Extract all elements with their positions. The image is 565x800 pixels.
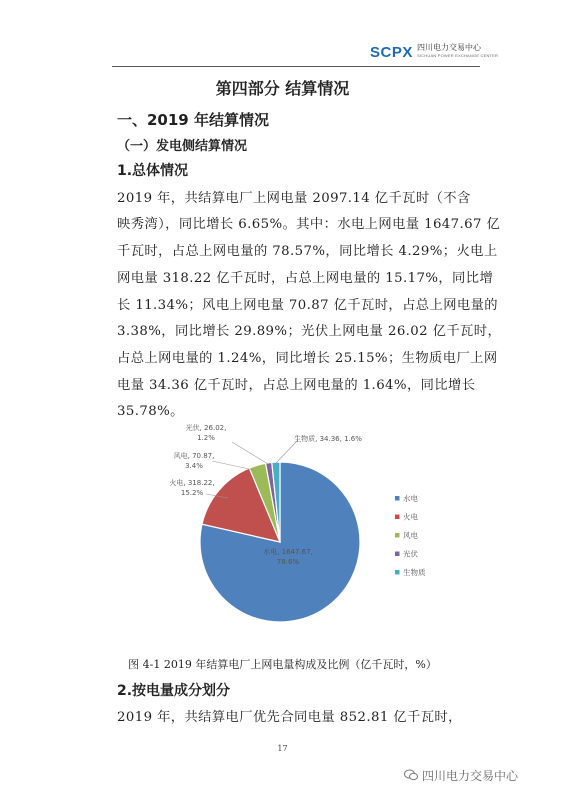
legend-swatch xyxy=(395,552,400,557)
org-name-cn: 四川电力交易中心 xyxy=(417,43,481,52)
legend-swatch xyxy=(395,570,400,575)
data-label: 火电, 318.22, 15.2% xyxy=(169,479,215,497)
legend-label: 火电 xyxy=(403,512,418,522)
legend-label: 风电 xyxy=(403,531,418,540)
page-number: 17 xyxy=(277,744,288,753)
section-title: 第四部分 结算情况 xyxy=(215,79,350,98)
legend-swatch xyxy=(395,533,400,538)
legend-swatch xyxy=(395,496,400,501)
legend-label: 生物质 xyxy=(403,568,426,577)
heading-level-1: 一、2019 年结算情况 xyxy=(117,111,269,129)
paragraph-line: 35.78%。 xyxy=(117,404,184,419)
wechat-icon xyxy=(404,769,418,781)
paragraph-2: 2019 年，共结算电厂优先合同电量 852.81 亿千瓦时， xyxy=(117,710,462,725)
data-label: 水电, 1647.67, 78.6% xyxy=(263,548,313,566)
paragraph-line: 千瓦时，占总上网电量的 78.57%，同比增长 4.29%；火电上 xyxy=(117,244,498,259)
pie-chart xyxy=(150,418,480,650)
leader-line xyxy=(212,461,254,470)
paragraph-line: 3.38%，同比增长 29.89%；光伏上网电量 26.02 亿千瓦时， xyxy=(117,324,502,339)
paragraph-line: 电量 34.36 亿千瓦时，占总上网电量的 1.64%，同比增长 xyxy=(117,378,476,393)
paragraph-line: 占总上网电量的 1.24%，同比增长 25.15%；生物质电厂上网 xyxy=(117,351,498,366)
watermark-text: 四川电力交易中心 xyxy=(422,769,519,783)
figure-caption: 图 4-1 2019 年结算电厂上网电量构成及比例（亿千瓦时，%） xyxy=(128,658,437,671)
paragraph-line: 长 11.34%；风电上网电量 70.87 亿千瓦时，占总上网电量的 xyxy=(117,298,498,313)
heading-level-3: 1.总体情况 xyxy=(117,163,189,179)
legend-label: 光伏 xyxy=(403,549,418,559)
paragraph-line: 网电量 318.22 亿千瓦时，占总上网电量的 15.17%，同比增 xyxy=(117,271,494,286)
header-divider xyxy=(112,66,480,67)
leader-line xyxy=(276,440,298,463)
leader-line xyxy=(232,442,268,464)
paragraph-line: 2019 年，共结算电厂上网电量 2097.14 亿千瓦时（不含 xyxy=(117,191,471,206)
legend-label: 水电 xyxy=(403,494,418,503)
heading-level-3-composition: 2.按电量成分划分 xyxy=(117,683,231,699)
legend-swatch xyxy=(395,515,400,520)
paragraph-line: 映秀湾），同比增长 6.65%。其中：水电上网电量 1647.67 亿 xyxy=(117,217,501,232)
org-name-en: SICHUAN POWER EXCHANGE CENTER xyxy=(417,53,499,58)
logo-text: SCPX xyxy=(370,44,413,61)
data-label: 生物质, 34.36, 1.6% xyxy=(294,435,362,443)
data-label: 风电, 70.87, 3.4% xyxy=(173,452,215,470)
heading-level-2: （一）发电侧结算情况 xyxy=(117,139,248,154)
data-label: 光伏, 26.02, 1.2% xyxy=(185,424,227,442)
